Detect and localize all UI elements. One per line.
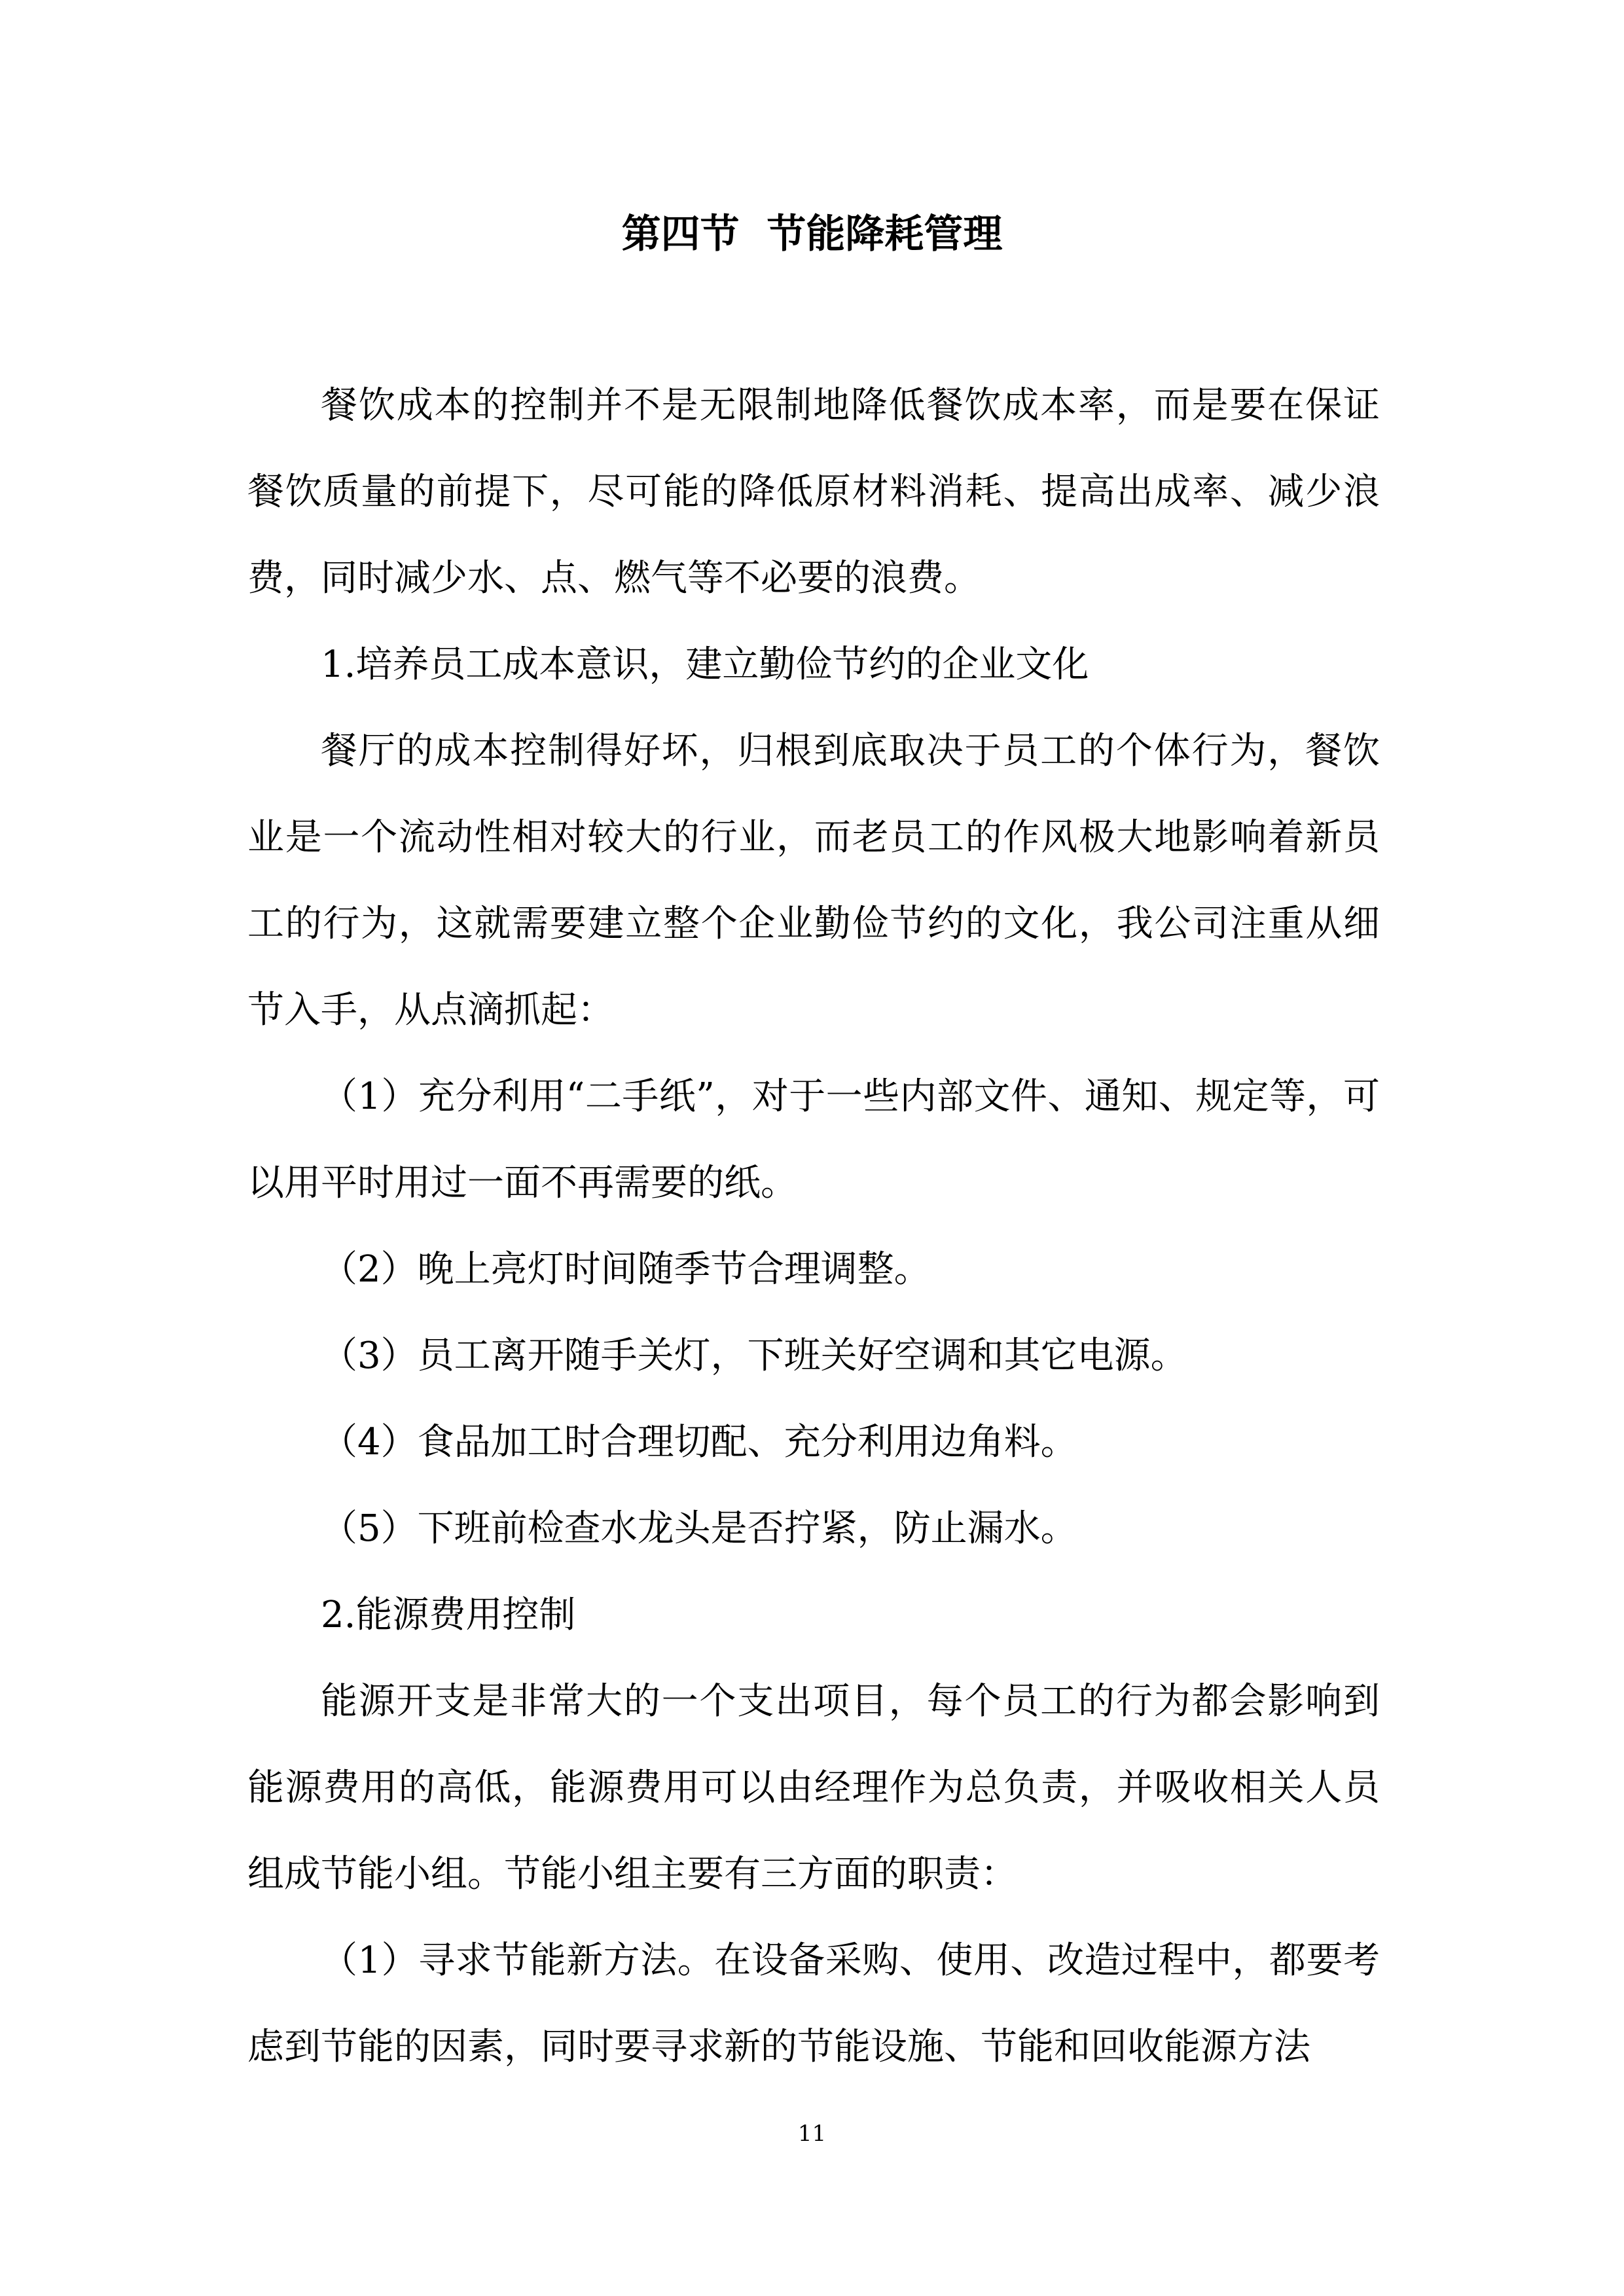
paragraph-energy: 能源开支是非常大的一个支出项目，每个员工的行为都会影响到能源费用的高低，能源费用可以由经理作为总负责，并吸收相关人员组成节能小组。节能小组主要有三方面的职责： — [247, 1680, 1380, 1895]
paragraph-intro: 餐饮成本的控制并不是无限制地降低餐饮成本率，而是要在保证餐饮质量的前提下，尽可能的降低原材料消耗、提高出成率、减少浪费，同时减少水、点、燃气等不必要的浪费。 — [247, 384, 1380, 600]
paragraph-culture: 餐厅的成本控制得好坏，归根到底取决于员工的个体行为，餐饮业是一个流动性相对较大的行业，而老员工的作风极大地影响着新员工的行为，这就需要建立整个企业勤俭节约的文化，我公司注重从细节入手，从点滴抓起： — [247, 730, 1380, 1031]
page-title: 第四节 节能降耗管理 — [621, 211, 1003, 257]
body-text — [247, 363, 1380, 2090]
heading-item-1: 1.培养员工成本意识，建立勤俭节约的企业文化 — [321, 643, 1089, 686]
list-item: （1）充分利用“二手纸”，对于一些内部文件、通知、规定等，可以用平时用过一面不再需要的纸。 — [247, 1075, 1380, 1204]
list-item: （5）下班前检查水龙头是否拧紧，防止漏水。 — [321, 1507, 1077, 1550]
list-item: （2）晚上亮灯时间随季节合理调整。 — [321, 1248, 931, 1291]
list-item: （4）食品加工时合理切配、充分利用边角料。 — [321, 1421, 1077, 1463]
list-item: （3）员工离开随手关灯，下班关好空调和其它电源。 — [321, 1335, 1187, 1377]
heading-item-2: 2.能源费用控制 — [321, 1594, 576, 1636]
list-item: （1）寻求节能新方法。在设备采购、使用、改造过程中，都要考虑到节能的因素，同时要寻求新的节能设施、节能和回收能源方法 — [247, 1939, 1380, 2068]
page-number: 11 — [797, 2121, 827, 2147]
